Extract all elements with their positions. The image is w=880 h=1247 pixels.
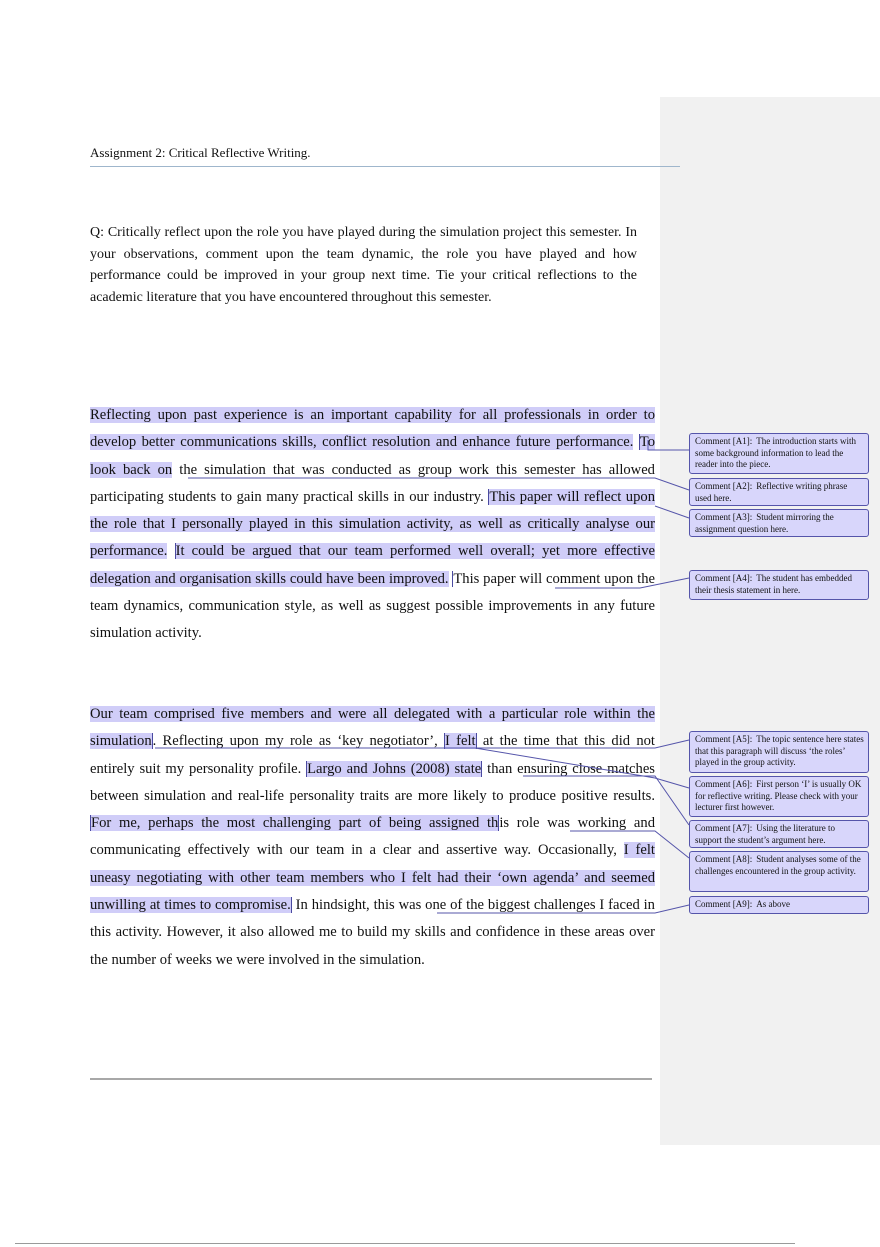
comment-text: The introduction starts with some background information to lead the reader into the piece.	[695, 436, 856, 469]
comment-label: Comment [A5]:	[695, 734, 753, 744]
comment-a5[interactable]	[689, 731, 869, 773]
comment-a2[interactable]	[689, 478, 869, 506]
highlight-a6[interactable]: I felt	[445, 733, 476, 750]
comment-a4[interactable]	[689, 570, 869, 600]
comment-label: Comment [A6]:	[695, 779, 753, 789]
text-run: is role was working and communicating effectively with our team in a clear and assertive way. Occasionally,	[90, 815, 655, 859]
paragraph-team-role	[90, 701, 655, 974]
comment-text: As above	[756, 899, 790, 909]
comment-label: Comment [A4]:	[695, 573, 753, 583]
comment-a9[interactable]	[689, 896, 869, 914]
highlight-a8[interactable]: For me, perhaps the most challenging part of being assigned th	[91, 815, 499, 832]
comment-a6[interactable]	[689, 776, 869, 817]
highlight-a4-scope[interactable]: This paper will comment upon the team dynamics, communication style, as well as suggest possible improvements in any future simulation activity.	[90, 570, 655, 642]
assignment-question: Q: Critically reflect upon the role you have played during the simulation project this semester. In your observations, comment upon the team dynamic, the role you have played and how performance could be improved in your group next time. Tie your critical reflections to the academic literature that you have encountered throughout this semester.	[90, 225, 637, 305]
comment-label: Comment [A9]:	[695, 899, 753, 909]
header-divider	[90, 166, 680, 167]
comment-a1[interactable]	[689, 433, 869, 474]
comment-text: The topic sentence here states that this paragraph will discuss ‘the roles’ played in the group activity.	[695, 734, 864, 767]
highlight-a5[interactable]: Our team comprised five members and were all delegated with a particular role within the simulation	[90, 706, 655, 750]
page-bottom-rule	[15, 1243, 795, 1244]
text-run: the simulation that was conducted as group work this semester has allowed participating students to gain many practical skills in our industry.	[90, 461, 655, 505]
text-run: at the time that this did not entirely suit my personality profile.	[90, 733, 655, 777]
comment-label: Comment [A3]:	[695, 512, 753, 522]
highlight-a1[interactable]: Reflecting upon past experience is an important capability for all professionals in order to develop better communications skills, conflict resolution and enhance future performance.	[90, 407, 655, 451]
comment-label: Comment [A1]:	[695, 436, 753, 446]
comment-text: Using the literature to support the student’s argument here.	[695, 823, 835, 845]
comment-text: Student analyses some of the challenges encountered in the group activity.	[695, 854, 861, 876]
comment-text: First person ‘I’ is usually OK for reflective writing. Please check with your lecturer first however.	[695, 779, 862, 812]
comment-a8[interactable]	[689, 851, 869, 892]
comment-text: Reflective writing phrase used here.	[695, 481, 848, 503]
comment-margin-pane	[660, 97, 880, 1145]
highlight-a3[interactable]: This paper will reflect upon the role that I personally played in this simulation activity, as well as critically analyse our performance.	[90, 488, 655, 560]
comment-label: Comment [A7]:	[695, 823, 753, 833]
text-run: than ensuring close matches between simulation and real-life personality traits are more likely to produce positive results.	[90, 760, 655, 804]
comment-text: The student has embedded their thesis statement in here.	[695, 573, 852, 595]
comment-text: Student mirroring the assignment question here.	[695, 512, 834, 534]
page-footer-rule	[90, 1078, 652, 1080]
comment-label: Comment [A2]:	[695, 481, 753, 491]
comment-label: Comment [A8]:	[695, 854, 753, 864]
paragraph-introduction	[90, 402, 655, 648]
text-run: . Reflecting upon my role as ‘key negotiator’,	[152, 733, 444, 750]
highlight-a9[interactable]: I felt uneasy negotiating with other team members who I felt had their ‘own agenda’ and seemed unwilling at times to compromise.	[90, 842, 655, 914]
document-header: Assignment 2: Critical Reflective Writing.	[90, 145, 311, 160]
highlight-a4-thesis[interactable]: It could be argued that our team performed well overall; yet more effective delegation and organisation skills could have been improved.	[90, 543, 656, 587]
comment-a7[interactable]	[689, 820, 869, 848]
comment-a3[interactable]	[689, 509, 869, 537]
highlight-a2[interactable]: To look back on	[90, 434, 655, 478]
highlight-a7[interactable]: Largo and Johns (2008) state	[307, 760, 482, 777]
text-run: In hindsight, this was one of the biggest challenges I faced in this activity. However, it also allowed me to build my skills and confidence in these areas over the number of weeks we were involved in the simulation.	[90, 897, 655, 968]
